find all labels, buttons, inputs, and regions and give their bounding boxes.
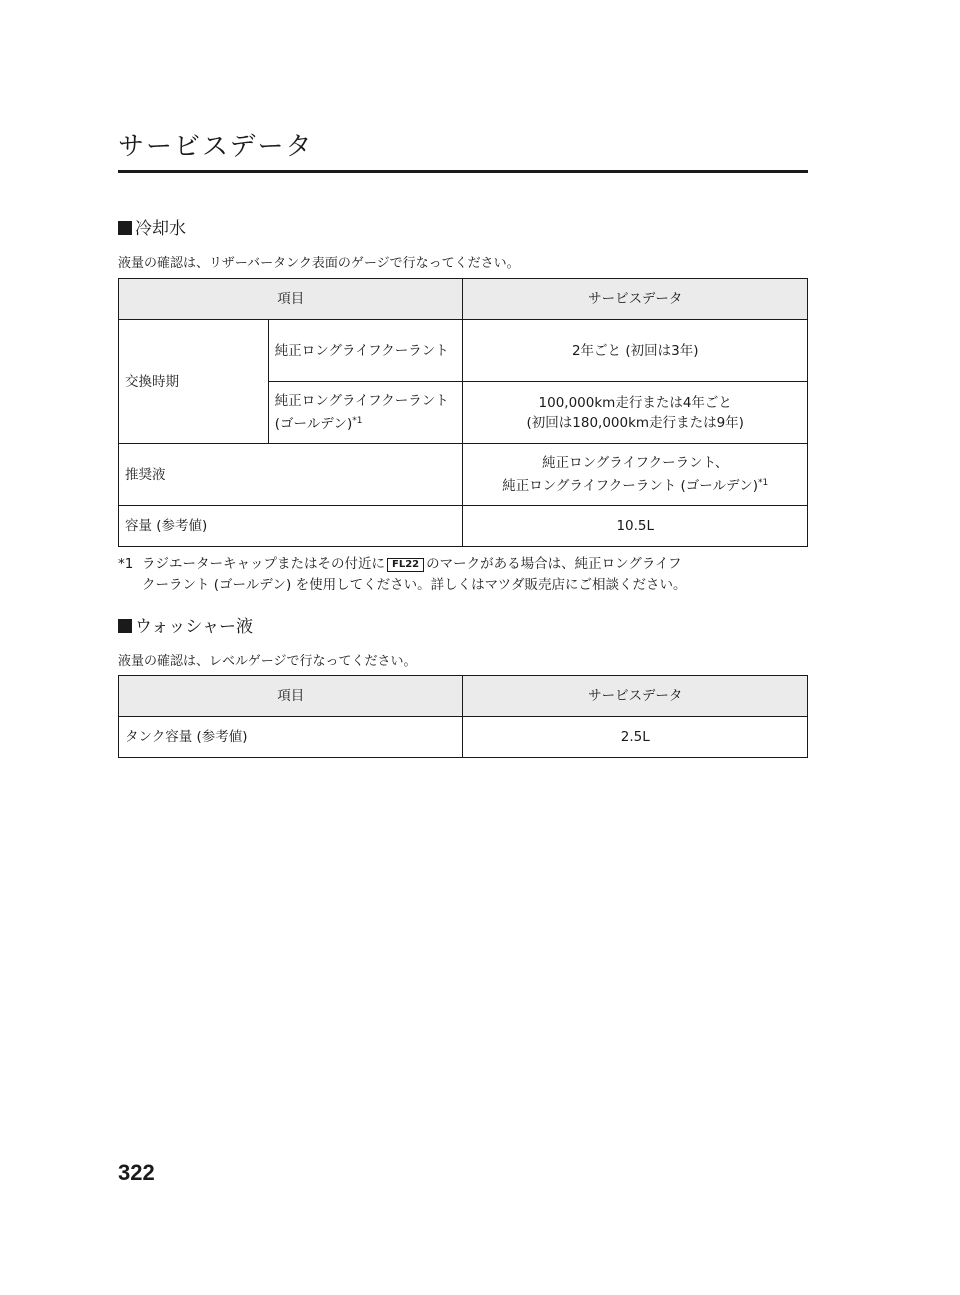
sub2-label [268,382,463,444]
coolant-heading [118,214,186,239]
header-data: サービスデータ [463,676,808,717]
sub1-label: 純正ロングライフクーラント [268,320,463,382]
header-data: サービスデータ [463,279,808,320]
sub2-sup: *1 [352,416,363,426]
washer-heading [118,612,253,637]
table-header-row [119,279,808,320]
table-row [119,444,808,506]
title-rule [118,170,808,173]
page-title: サービスデータ [118,132,314,162]
capacity-label: 容量 (参考値) [119,506,463,547]
page-number: 322 [118,1160,155,1185]
footnote-marker: *1 [118,556,134,572]
recommended-line2-text: 純正ロングライフクーラント (ゴールデン) [502,478,759,494]
footnote-text-before: ラジエーターキャップまたはその付近に [142,556,385,572]
tank-label: タンク容量 (参考値) [119,717,463,758]
recommended-label: 推奨液 [119,444,463,506]
sub1-value: 2年ごと (初回は3年) [463,320,808,382]
footnote-text-after: のマークがある場合は、純正ロングライフ [426,556,682,572]
fl22-badge-icon: FL22 [387,558,424,572]
washer-table [118,675,808,758]
washer-heading-text: ウォッシャー液 [135,617,253,637]
table-row [119,320,808,382]
recommended-line2 [469,473,801,496]
recommended-sup: *1 [758,478,769,488]
capacity-value: 10.5L [463,506,808,547]
sub2-value [463,382,808,444]
square-bullet-icon [118,221,132,235]
table-header-row [119,676,808,717]
recommended-line1: 純正ロングライフクーラント、 [542,455,729,471]
table-row [119,506,808,547]
footnote-line1 [118,554,808,575]
tank-value: 2.5L [463,717,808,758]
coolant-note: 液量の確認は、リザーバータンク表面のゲージで行なってください。 [118,256,520,271]
coolant-heading-text: 冷却水 [135,219,186,239]
recommended-value [463,444,808,506]
header-item: 項目 [119,279,463,320]
square-bullet-icon [118,619,132,633]
interval-label: 交換時期 [119,320,269,444]
table-row [119,717,808,758]
footnote [118,554,808,596]
sub2-value-line2: (初回は180,000km走行または9年) [526,414,744,431]
sub2-label-text: 純正ロングライフクーラント (ゴールデン) [274,393,449,432]
sub2-value-line1: 100,000km走行または4年ごと [538,394,732,411]
coolant-table [118,278,808,547]
footnote-line2: クーラント (ゴールデン) を使用してください。詳しくはマツダ販売店にご相談ください。 [142,577,687,593]
header-item: 項目 [119,676,463,717]
washer-note: 液量の確認は、レベルゲージで行なってください。 [118,654,417,669]
